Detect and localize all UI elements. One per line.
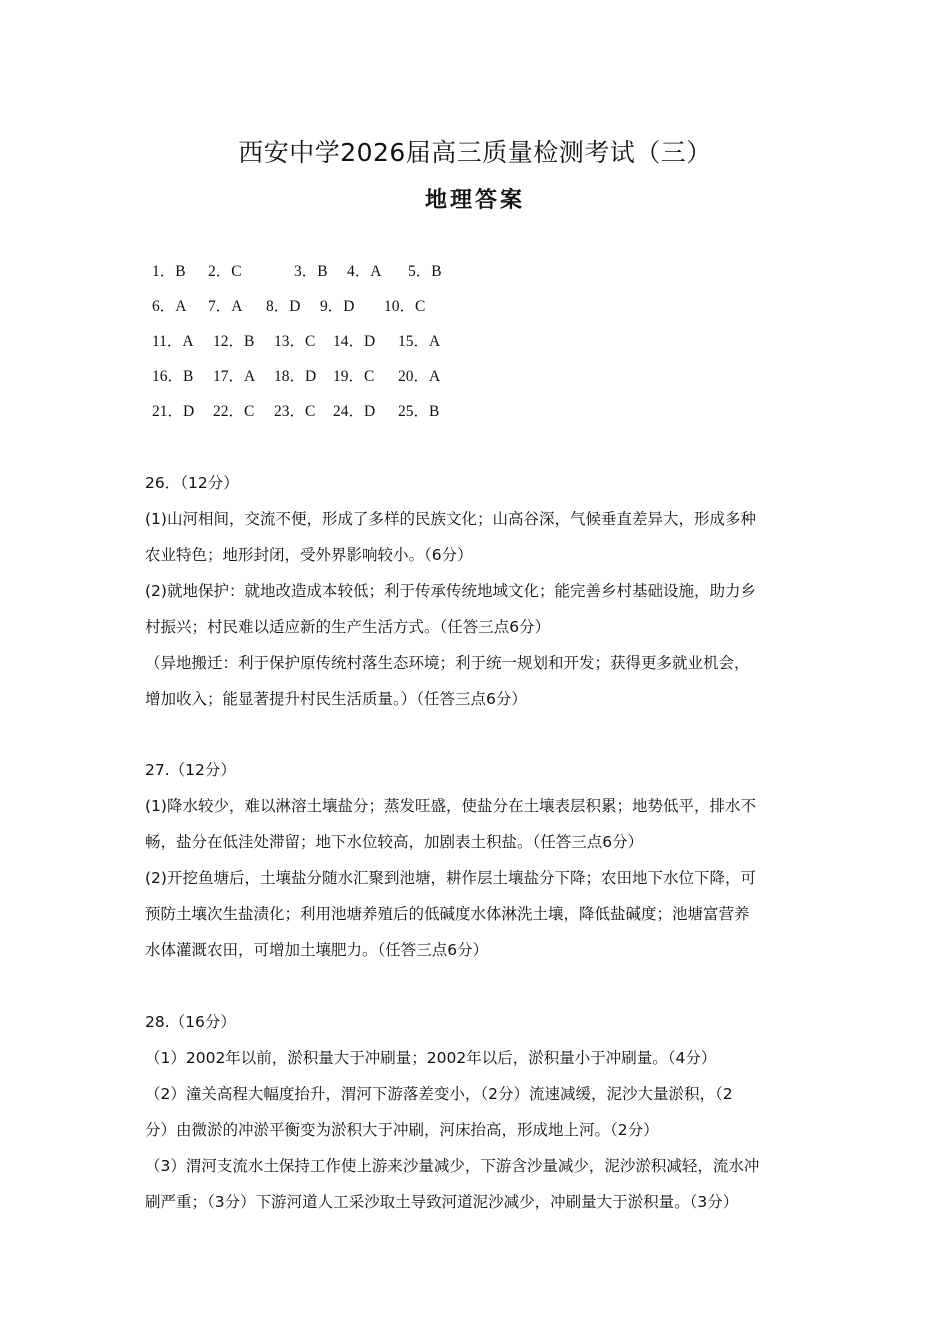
answer-line: (1)降水较少，难以淋溶土壤盐分；蒸发旺盛，使盐分在土壤表层积累；地势低平，排水不 (145, 797, 756, 815)
mc-answer: 9．D (320, 298, 355, 315)
mc-answer: 23．C (274, 403, 316, 420)
answer-line: 分）由微淤的冲淤平衡变为淤积大于冲刷，河床抬高，形成地上河。（2分） (145, 1121, 659, 1139)
mc-answer: 6．A (152, 298, 187, 315)
mc-answer: 13．C (274, 333, 316, 350)
mc-row (152, 363, 442, 398)
mc-row (152, 258, 442, 293)
answer-line: 刷严重；（3分）下游河道人工采沙取土导致河道泥沙减少，冲刷量大于淤积量。（3分） (145, 1193, 739, 1211)
mc-answer: 10．C (384, 298, 426, 315)
mc-answer: 5．B (408, 263, 442, 280)
mc-answer: 22．C (213, 403, 255, 420)
mc-answer: 2．C (208, 263, 242, 280)
answer-line: （2）潼关高程大幅度抬升，渭河下游落差变小，（2分）流速减缓，泥沙大量淤积，（2 (145, 1085, 733, 1103)
question-27 (145, 757, 815, 973)
mc-answer: 24．D (333, 403, 376, 420)
mc-row (152, 398, 442, 433)
question-26 (145, 470, 815, 722)
document-subtitle: 地理答案 (424, 188, 525, 213)
mc-answer: 8．D (266, 298, 301, 315)
question-header: 26．（12分） (145, 474, 239, 492)
answer-line: (1)山河相间，交流不便，形成了多样的民族文化；山高谷深，气候垂直差异大，形成多种 (145, 510, 756, 528)
question-header: 27.（12分） (145, 761, 236, 779)
mc-answer: 11．A (152, 333, 194, 350)
mc-answer: 7．A (208, 298, 243, 315)
mc-answer: 4．A (347, 263, 382, 280)
question-header: 28.（16分） (145, 1013, 236, 1031)
answer-line: 畅，盐分在低洼处滞留；地下水位较高，加剧表土积盐。（任答三点6分） (145, 833, 644, 851)
mc-answer: 18．D (274, 368, 317, 385)
answer-line: （异地搬迁：利于保护原传统村落生态环境；利于统一规划和开发；获得更多就业机会， (145, 654, 750, 672)
mc-answer: 14．D (333, 333, 376, 350)
answer-line: （1）2002年以前，淤积量大于冲刷量；2002年以后，淤积量小于冲刷量。（4分） (145, 1049, 717, 1067)
answer-line: 增加收入；能显著提升村民生活质量。）（任答三点6分） (145, 690, 527, 708)
answer-line: （3）渭河支流水土保持工作使上游来沙量减少，下游含沙量减少，泥沙淤积减轻，流水冲 (145, 1157, 760, 1175)
answer-line: 村振兴；村民难以适应新的生产生活方式。（任答三点6分） (145, 618, 551, 636)
mc-answer: 15．A (398, 333, 441, 350)
answer-line: 农业特色；地形封闭，受外界影响较小。（6分） (145, 546, 473, 564)
mc-answer: 21．D (152, 403, 195, 420)
mc-answer: 3．B (294, 263, 328, 280)
mc-row (152, 293, 442, 328)
multiple-choice-answers (152, 258, 442, 433)
mc-answer: 17．A (213, 368, 256, 385)
question-28 (145, 1009, 815, 1225)
mc-answer: 12．B (213, 333, 255, 350)
mc-answer: 25．B (398, 403, 440, 420)
answer-line: 预防土壤次生盐渍化；利用池塘养殖后的低碱度水体淋洗土壤，降低盐碱度；池塘富营养 (145, 905, 750, 923)
mc-answer: 1．B (152, 263, 186, 280)
mc-answer: 16．B (152, 368, 194, 385)
answer-line: (2)开挖鱼塘后，土壤盐分随水汇聚到池塘，耕作层土壤盐分下降；农田地下水位下降，可 (145, 869, 756, 887)
mc-row (152, 328, 442, 363)
mc-answer: 19．C (333, 368, 375, 385)
answer-line: (2)就地保护：就地改造成本较低；利于传承传统地域文化；能完善乡村基础设施，助力乡 (145, 582, 756, 600)
mc-answer: 20．A (398, 368, 441, 385)
document-title: 西安中学2026届高三质量检测考试（三） (238, 138, 712, 167)
answer-line: 水体灌溉农田，可增加土壤肥力。（任答三点6分） (145, 941, 489, 959)
